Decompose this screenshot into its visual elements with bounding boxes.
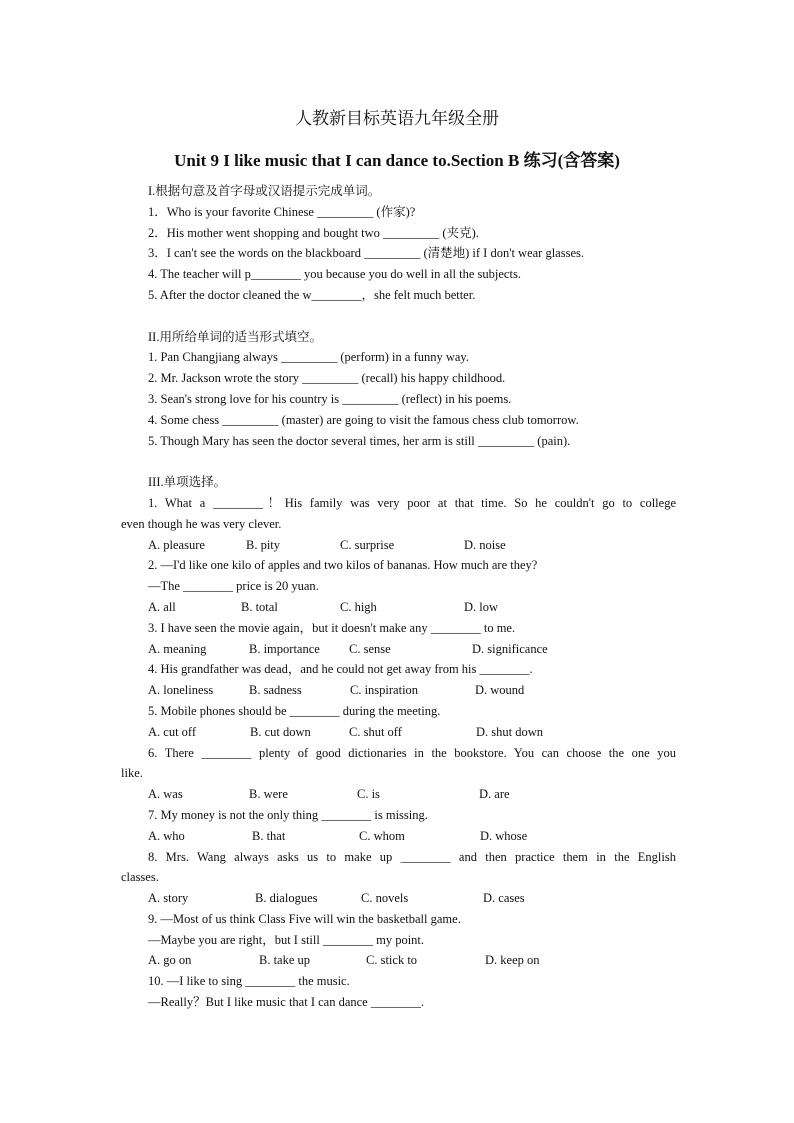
option-c: C. is: [357, 787, 380, 802]
option-d: D. low: [464, 599, 499, 614]
option-b: B. total: [241, 599, 278, 614]
option-b: B. sadness: [249, 683, 302, 698]
option-a: A. all: [148, 599, 176, 614]
option-c: C. high: [340, 599, 377, 614]
question-1-stem: 1. What a ________！His family was very poor at that time. So he couldn't go to college: [148, 495, 676, 510]
option-a: A. meaning: [148, 641, 207, 656]
option-b: B. take up: [259, 953, 311, 968]
part1-heading: I.根据句意及首字母或汉语提示完成单词。: [148, 184, 381, 198]
part2-heading: II.用所给单词的适当形式填空。: [148, 329, 322, 344]
option-b: B. cut down: [250, 724, 311, 739]
option-d: D. wound: [475, 683, 525, 698]
question-2-options: [121, 597, 676, 618]
option-c: C. inspiration: [350, 683, 419, 698]
question-6-options: [121, 784, 676, 805]
question-6-stem-cont: like.: [121, 766, 143, 781]
option-b: B. were: [249, 787, 288, 802]
question-10-reply: —Really？But I like music that I can dance ________.: [148, 995, 424, 1010]
part2-item: 3. Sean's strong love for his country is _________ (reflect) in his poems.: [148, 391, 512, 406]
option-a: A. pleasure: [148, 537, 205, 552]
option-b: B. dialogues: [255, 891, 318, 906]
option-d: D. whose: [480, 828, 528, 843]
question-8-stem-cont: classes.: [121, 870, 159, 885]
option-c: C. stick to: [366, 953, 418, 968]
question-5-options: [121, 722, 676, 743]
option-d: D. shut down: [476, 724, 544, 739]
part1-item: 5. After the doctor cleaned the w________，she felt much better.: [148, 287, 476, 302]
part1-item: 1．Who is your favorite Chinese _________ (作家)?: [148, 204, 416, 219]
spacer: [121, 451, 676, 472]
option-d: D. significance: [472, 641, 548, 656]
question-9-stem: 9. —Most of us think Class Five will win the basketball game.: [148, 911, 461, 926]
option-c: C. shut off: [349, 724, 402, 739]
part1-item: 3．I can't see the words on the blackboard _________ (清楚地) if I don't wear glasses.: [148, 246, 584, 261]
option-a: A. who: [148, 828, 185, 843]
option-a: A. story: [148, 891, 189, 906]
option-b: B. pity: [246, 537, 281, 552]
part2-item: 2. Mr. Jackson wrote the story _________ (recall) his happy childhood.: [148, 371, 506, 386]
option-d: D. keep on: [485, 953, 540, 968]
option-a: A. was: [148, 787, 183, 802]
document-content: [121, 181, 676, 1013]
option-d: D. noise: [464, 537, 506, 552]
option-c: C. sense: [349, 641, 391, 656]
question-8-stem: 8. Mrs. Wang always asks us to make up ________ and then practice them in the English: [148, 849, 676, 864]
question-10-stem: 10. —I like to sing ________ the music.: [148, 974, 350, 989]
question-6-stem: 6. There ________ plenty of good dictionaries in the bookstore. You can choose the one you: [148, 745, 676, 760]
document-title: 人教新目标英语九年级全册: [295, 109, 499, 128]
question-9-reply: —Maybe you are right，but I still ________ my point.: [148, 932, 425, 947]
part2-item: 5. Though Mary has seen the doctor several times, her arm is still _________ (pain).: [148, 433, 571, 448]
option-b: B. that: [252, 828, 286, 843]
question-1-stem-cont: even though he was very clever.: [121, 516, 282, 531]
question-5-stem: 5. Mobile phones should be ________ during the meeting.: [148, 703, 441, 718]
question-3-stem: 3. I have seen the movie again，but it doesn't make any ________ to me.: [148, 620, 516, 635]
question-8-options: [121, 888, 676, 909]
part1-item: 2．His mother went shopping and bought two _________ (夹克).: [148, 225, 479, 240]
question-2-reply: —The ________ price is 20 yuan.: [148, 579, 319, 594]
option-d: D. cases: [483, 891, 525, 906]
option-a: A. go on: [148, 953, 192, 968]
question-4-stem: 4. His grandfather was dead，and he could not get away from his ________.: [148, 662, 533, 677]
part1-item: 4. The teacher will p________ you because you do well in all the subjects.: [148, 267, 521, 282]
question-2-stem: 2. —I'd like one kilo of apples and two kilos of bananas. How much are they?: [148, 558, 538, 573]
spacer: [121, 306, 676, 327]
question-4-options: [121, 680, 676, 701]
part2-item: 1. Pan Changjiang always _________ (perform) in a funny way.: [148, 350, 469, 365]
question-3-options: [121, 639, 676, 660]
option-c: C. whom: [359, 828, 405, 843]
part3-heading: III.单项选择。: [148, 475, 227, 490]
option-a: A. loneliness: [148, 683, 214, 698]
option-a: A. cut off: [148, 724, 197, 739]
part2-item: 4. Some chess _________ (master) are going to visit the famous chess club tomorrow.: [148, 412, 579, 427]
question-1-options: [121, 535, 676, 556]
option-b: B. importance: [249, 641, 320, 656]
document-subtitle: Unit 9 I like music that I can dance to.Section B 练习(含答案): [174, 151, 620, 170]
question-9-options: [121, 950, 676, 971]
option-d: D. are: [479, 787, 510, 802]
question-7-options: [121, 826, 676, 847]
option-c: C. surprise: [340, 537, 395, 552]
option-c: C. novels: [361, 891, 409, 906]
question-7-stem: 7. My money is not the only thing ________ is missing.: [148, 807, 428, 822]
